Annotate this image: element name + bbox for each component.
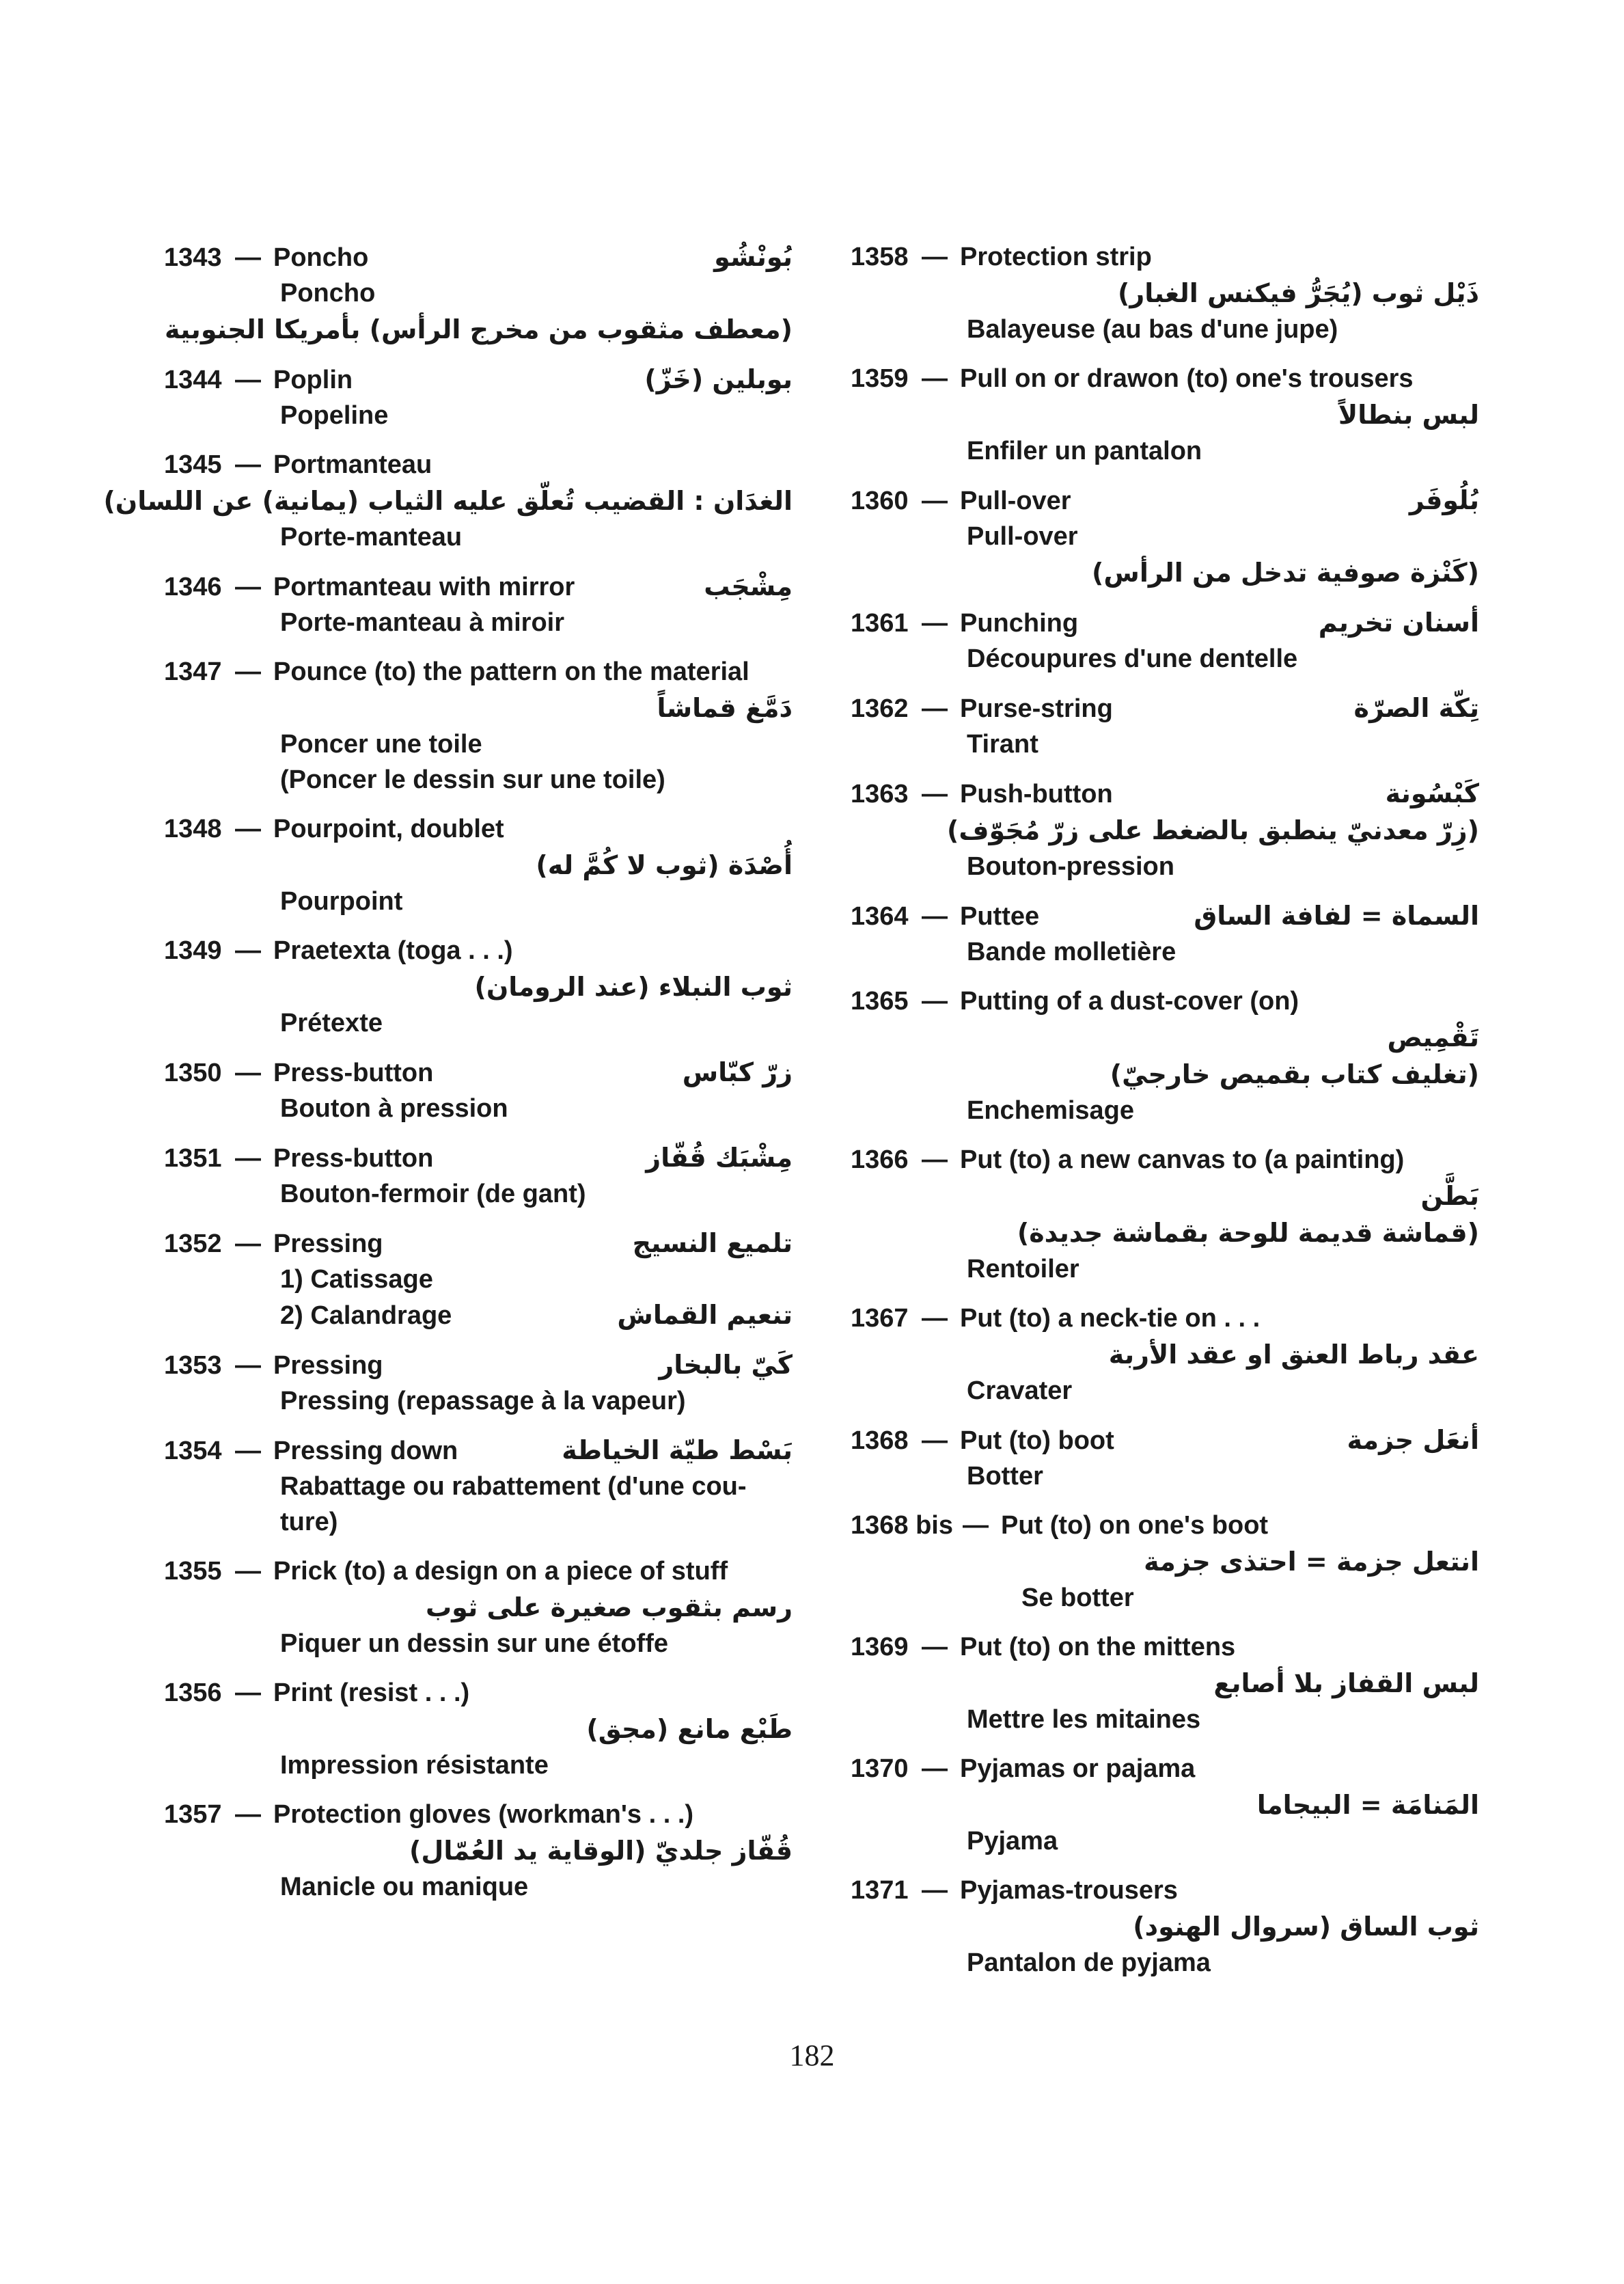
entry-dash: — <box>922 1754 948 1783</box>
entry-french-line <box>851 1251 1479 1287</box>
entry-headline <box>851 239 1479 275</box>
entry-french-line <box>851 312 1479 347</box>
entry-french-line <box>164 1748 793 1783</box>
entry-dash: — <box>235 1059 261 1087</box>
entry-arabic-line: ذَيْل ثوب (يُجَرُّ فيكنس الغبار) <box>1117 278 1479 308</box>
entry-dash: — <box>235 657 261 686</box>
entry-english: Praetexta (toga . . .) <box>273 936 513 965</box>
dictionary-entry <box>851 361 1479 469</box>
entry-arabic: تنعيم القماش <box>617 1300 793 1330</box>
entry-number: 1371 <box>851 1876 909 1905</box>
entry-headline <box>851 482 1479 519</box>
entry-dash: — <box>922 364 948 393</box>
entry-number: 1345 <box>164 450 222 479</box>
entry-dash: — <box>963 1511 989 1540</box>
entry-english: Put (to) on one's boot <box>1001 1511 1269 1540</box>
entry-headline <box>851 605 1479 641</box>
entry-arabic: تلميع النسيج <box>632 1228 793 1258</box>
entry-french: Rentoiler <box>967 1255 1079 1283</box>
dictionary-entry <box>164 569 793 640</box>
entry-french-line <box>851 726 1479 762</box>
entry-english: Puttee <box>960 902 1040 931</box>
entry-headline <box>164 1140 793 1176</box>
entry-headline <box>851 1629 1479 1665</box>
dictionary-entry <box>851 898 1479 970</box>
entry-french-line <box>851 1823 1479 1859</box>
entry-headline <box>851 1422 1479 1458</box>
entry-dash: — <box>922 487 948 515</box>
entry-headline <box>851 1301 1479 1336</box>
entry-arabic: بُلُوفَر <box>1409 485 1479 515</box>
entry-french-line <box>164 1005 793 1041</box>
entry-number: 1370 <box>851 1754 909 1783</box>
entry-dash: — <box>922 609 948 638</box>
dictionary-entry <box>851 1422 1479 1494</box>
entry-headline <box>851 1142 1479 1178</box>
entry-french: Cravater <box>967 1376 1073 1405</box>
entry-number: 1360 <box>851 487 909 515</box>
dictionary-entry <box>851 1629 1479 1737</box>
entry-french: Pull-over <box>967 522 1078 551</box>
entry-english: Poncho <box>273 243 369 272</box>
entry-arabic: بُونْشُو <box>714 242 793 272</box>
entry-number: 1350 <box>164 1059 222 1087</box>
entry-arabic-note: (قماشة قديمة للوحة بقماشة جديدة) <box>1017 1218 1479 1248</box>
entry-arabic-line: الغدَان : القضيب تُعلّق عليه الثياب (يمانية) عن اللسان) <box>103 486 793 516</box>
entry-dash: — <box>235 1229 261 1258</box>
entry-english: Pourpoint, doublet <box>273 815 504 843</box>
entry-number: 1364 <box>851 902 909 931</box>
dictionary-entry <box>164 933 793 1041</box>
entry-number: 1366 <box>851 1145 909 1174</box>
dictionary-entry <box>164 1055 793 1126</box>
left-column <box>103 239 793 1918</box>
entry-arabic-line: بَطَّن <box>1420 1181 1479 1211</box>
entry-number: 1368 bis <box>851 1511 953 1540</box>
entry-english: Punching <box>960 609 1079 638</box>
entry-french-line <box>851 433 1479 469</box>
entry-arabic: كَبْسُونة <box>1385 778 1479 808</box>
entry-french-line <box>164 1091 793 1126</box>
entry-french-line <box>851 1945 1479 1981</box>
entry-english: Pull on or drawon (to) one's trousers <box>960 364 1414 393</box>
entry-arabic-line: طَبْع مانع (مجق) <box>586 1714 793 1744</box>
entry-french-line <box>164 884 793 919</box>
entry-english: Pull-over <box>960 487 1071 515</box>
entry-number: 1359 <box>851 364 909 393</box>
entry-arabic-line: لبس القفاز بلا أصابع <box>1213 1668 1479 1698</box>
entry-french-line <box>851 641 1479 677</box>
entry-french-line <box>164 605 793 640</box>
entry-dash: — <box>922 1426 948 1455</box>
entry-french: (Poncer le dessin sur une toile) <box>280 765 665 794</box>
entry-headline <box>164 1055 793 1091</box>
entry-arabic-line: (زِرّ معدنيّ ينطبق بالضغط على زرّ مُجَوّف) <box>947 815 1479 845</box>
entry-number: 1352 <box>164 1229 222 1258</box>
entry-headline <box>164 1675 793 1711</box>
entry-arabic-note: (تغليف كتاب بقميص خارجيّ) <box>1110 1059 1479 1089</box>
entry-dash: — <box>235 1437 261 1465</box>
entry-french: Manicle ou manique <box>280 1873 529 1901</box>
entry-number: 1343 <box>164 243 222 272</box>
entry-dash: — <box>922 1876 948 1905</box>
dictionary-entry <box>164 1797 793 1905</box>
entry-english: Pounce (to) the pattern on the material <box>273 657 749 686</box>
entry-english: Press-button <box>273 1144 434 1173</box>
entry-english: Pyjamas-trousers <box>960 1876 1178 1905</box>
entry-french-line <box>851 934 1479 970</box>
entry-number: 1355 <box>164 1557 222 1586</box>
entry-dash: — <box>235 573 261 601</box>
dictionary-entry <box>851 983 1479 1128</box>
entry-headline <box>851 898 1479 934</box>
entry-number: 1369 <box>851 1633 909 1661</box>
entry-french: Porte-manteau <box>280 523 463 552</box>
entry-dash: — <box>922 694 948 723</box>
entry-headline <box>164 447 793 482</box>
entry-headline <box>164 362 793 398</box>
dictionary-entry <box>851 776 1479 884</box>
entry-french: Rabattage ou rabattement (d'une cou- <box>280 1472 747 1501</box>
entry-headline <box>851 361 1479 396</box>
entry-arabic-line: قُفّاز جلديّ (الوقاية يد العُمّال) <box>409 1836 793 1866</box>
entry-french: 1) Catissage <box>280 1265 433 1294</box>
entry-arabic-note: (معطف مثقوب من مخرج الرأس) بأمريكا الجنوبية <box>165 314 793 344</box>
dictionary-entry <box>164 239 793 348</box>
entry-arabic: مِشْبَك قُفّاز <box>646 1143 793 1173</box>
entry-french-line <box>164 1469 793 1504</box>
entry-english: Push-button <box>960 780 1113 808</box>
entry-number: 1353 <box>164 1351 222 1380</box>
entry-arabic-line: أُصْدَة (ثوب لا كُمَّ له) <box>536 850 793 880</box>
entry-french: Enchemisage <box>967 1096 1134 1125</box>
entry-dash: — <box>235 1557 261 1586</box>
entry-arabic-line: ثوب الساق (سروال الهنود) <box>1133 1912 1479 1942</box>
entry-french: Enfiler un pantalon <box>967 437 1202 465</box>
entry-french-line <box>164 1626 793 1661</box>
entry-english: Pressing down <box>273 1437 458 1465</box>
entry-french-line <box>851 1373 1479 1409</box>
entry-arabic-line: المَنامَة = البيجاما <box>1256 1790 1479 1820</box>
entry-headline <box>164 239 793 275</box>
entry-french: Botter <box>967 1462 1043 1491</box>
entry-headline <box>164 1797 793 1832</box>
entry-dash: — <box>235 936 261 965</box>
entry-french: Bouton-fermoir (de gant) <box>280 1180 586 1208</box>
entry-french-line <box>164 1383 793 1419</box>
entry-number: 1349 <box>164 936 222 965</box>
entry-french-line <box>851 1458 1479 1494</box>
entry-french: Pantalon de pyjama <box>967 1948 1211 1977</box>
dictionary-entry <box>851 1873 1479 1981</box>
entry-dash: — <box>235 243 261 272</box>
entry-french: Impression résistante <box>280 1751 549 1780</box>
entry-arabic: مِشْجَب <box>704 571 793 601</box>
entry-dash: — <box>235 1800 261 1829</box>
entry-french-line <box>164 398 793 433</box>
entry-french: Poncho <box>280 279 376 308</box>
dictionary-entry <box>164 1225 793 1333</box>
entry-arabic: زرّ كبّاس <box>682 1057 793 1087</box>
entry-arabic: السماة = لفافة الساق <box>1194 901 1479 931</box>
entry-french-line <box>851 519 1479 554</box>
entry-dash: — <box>922 1633 948 1661</box>
entry-number: 1367 <box>851 1304 909 1333</box>
entry-english: Protection strip <box>960 243 1152 271</box>
entry-number: 1362 <box>851 694 909 723</box>
entry-english: Portmanteau with mirror <box>273 573 575 601</box>
entry-french-line <box>164 1176 793 1212</box>
entry-number: 1361 <box>851 609 909 638</box>
entry-dash: — <box>922 1145 948 1174</box>
entry-arabic-line: تَقْمِيص <box>1387 1022 1479 1052</box>
entry-dash: — <box>235 1678 261 1707</box>
entry-headline <box>164 933 793 968</box>
entry-number: 1363 <box>851 780 909 808</box>
entry-french: Tirant <box>967 730 1038 759</box>
entry-english: Putting of a dust-cover (on) <box>960 987 1299 1016</box>
dictionary-entry <box>851 1301 1479 1409</box>
entry-headline <box>851 1873 1479 1908</box>
entry-french-line <box>164 1262 793 1297</box>
entry-english: Put (to) boot <box>960 1426 1114 1455</box>
entry-french-line <box>851 1093 1479 1128</box>
entry-number: 1365 <box>851 987 909 1016</box>
entry-english: Print (resist . . .) <box>273 1678 470 1707</box>
dictionary-entry <box>164 1140 793 1212</box>
entry-dash: — <box>235 1351 261 1380</box>
dictionary-entry <box>164 1675 793 1783</box>
entry-french: ture) <box>280 1508 338 1536</box>
entry-french: Découpures d'une dentelle <box>967 644 1298 673</box>
dictionary-entry <box>164 811 793 919</box>
entry-number: 1346 <box>164 573 222 601</box>
entry-english: Portmanteau <box>273 450 432 479</box>
entry-french: Poncer une toile <box>280 730 482 759</box>
entry-headline <box>164 1347 793 1383</box>
entry-english: Pressing <box>273 1351 383 1380</box>
entry-french: 2) Calandrage <box>280 1301 452 1330</box>
dictionary-entry <box>103 447 793 555</box>
entry-english: Pyjamas or pajama <box>960 1754 1196 1783</box>
dictionary-entry <box>851 1508 1479 1616</box>
entry-french-line <box>164 275 793 311</box>
entry-headline <box>851 776 1479 812</box>
dictionary-entry <box>164 1553 793 1661</box>
entry-arabic-line: لبس بنطالاً <box>1338 400 1479 430</box>
entry-arabic-line: انتعل جزمة = احتذى جزمة <box>1144 1547 1479 1577</box>
entry-headline <box>164 569 793 605</box>
entry-french: Prétexte <box>280 1009 383 1037</box>
entry-french-line <box>164 1297 793 1333</box>
entry-french-line <box>851 1580 1479 1616</box>
entry-headline <box>851 1751 1479 1786</box>
entry-arabic: بَسْط طيّة الخياطة <box>562 1435 793 1465</box>
right-column <box>851 239 1479 1994</box>
entry-french: Se botter <box>1021 1583 1134 1612</box>
entry-french-line <box>164 1504 793 1540</box>
entry-french: Piquer un dessin sur une étoffe <box>280 1629 668 1658</box>
entry-dash: — <box>235 815 261 843</box>
dictionary-entry <box>164 362 793 433</box>
entry-arabic-line: عقد رباط العنق او عقد الأربة <box>1108 1340 1479 1370</box>
entry-french: Bouton à pression <box>280 1094 508 1123</box>
entry-french-line <box>164 519 793 555</box>
entry-french: Bouton-pression <box>967 852 1174 881</box>
entry-arabic: كَيّ بالبخار <box>659 1350 793 1380</box>
entry-french-line <box>164 762 793 798</box>
entry-english: Prick (to) a design on a piece of stuff <box>273 1557 728 1586</box>
dictionary-entry <box>851 690 1479 762</box>
entry-arabic: بوبلين (خَزّ) <box>644 364 793 394</box>
entry-headline <box>164 1225 793 1262</box>
entry-dash: — <box>922 1304 948 1333</box>
entry-english: Poplin <box>273 366 353 394</box>
entry-english: Put (to) a neck-tie on . . . <box>960 1304 1261 1333</box>
entry-number: 1344 <box>164 366 222 394</box>
entry-number: 1368 <box>851 1426 909 1455</box>
dictionary-entry <box>164 654 793 798</box>
entry-dash: — <box>235 366 261 394</box>
dictionary-entry <box>164 1347 793 1419</box>
entry-french: Pourpoint <box>280 887 403 916</box>
entry-arabic: أسنان تخريم <box>1318 608 1479 638</box>
entry-arabic: تِكّة الصرّة <box>1353 693 1479 723</box>
entry-number: 1348 <box>164 815 222 843</box>
dictionary-entry <box>851 1751 1479 1859</box>
entry-french: Mettre les mitaines <box>967 1705 1201 1734</box>
entry-arabic: أنعَل جزمة <box>1347 1425 1479 1455</box>
entry-english: Purse-string <box>960 694 1113 723</box>
dictionary-entry <box>164 1432 793 1540</box>
entry-headline <box>851 983 1479 1019</box>
entry-french: Pyjama <box>967 1827 1058 1855</box>
entry-french-line <box>164 1869 793 1905</box>
entry-number: 1354 <box>164 1437 222 1465</box>
entry-arabic-note: (كَنْزة صوفية تدخل من الرأس) <box>1092 558 1479 588</box>
entry-headline <box>164 811 793 847</box>
entry-arabic-line: دَمَّغ قماشاً <box>657 693 793 723</box>
entry-dash: — <box>922 243 948 271</box>
entry-english: Put (to) a new canvas to (a painting) <box>960 1145 1405 1174</box>
dictionary-entry <box>851 605 1479 677</box>
entry-dash: — <box>235 450 261 479</box>
entry-french: Popeline <box>280 401 389 430</box>
entry-number: 1347 <box>164 657 222 686</box>
dictionary-entry <box>851 239 1479 347</box>
entry-english: Put (to) on the mittens <box>960 1633 1236 1661</box>
entry-arabic-line: رسم بثقوب صغيرة على ثوب <box>425 1592 793 1622</box>
entry-french: Bande molletière <box>967 938 1176 966</box>
entry-headline <box>851 690 1479 726</box>
page-number: 182 <box>789 2039 835 2072</box>
entry-french-line <box>851 849 1479 884</box>
entry-number: 1351 <box>164 1144 222 1173</box>
entry-french-line <box>851 1702 1479 1737</box>
entry-dash: — <box>235 1144 261 1173</box>
entry-headline <box>164 1553 793 1589</box>
entry-english: Press-button <box>273 1059 434 1087</box>
entry-english: Pressing <box>273 1229 383 1258</box>
entry-french: Pressing (repassage à la vapeur) <box>280 1387 686 1415</box>
entry-french: Porte-manteau à miroir <box>280 608 564 637</box>
entry-english: Protection gloves (workman's . . .) <box>273 1800 694 1829</box>
entry-french-line <box>164 726 793 762</box>
dictionary-entry <box>851 1142 1479 1287</box>
entry-dash: — <box>922 780 948 808</box>
entry-headline <box>164 654 793 690</box>
entry-arabic-line: ثوب النبلاء (عند الرومان) <box>474 972 793 1002</box>
entry-number: 1357 <box>164 1800 222 1829</box>
entry-number: 1358 <box>851 243 909 271</box>
entry-headline <box>851 1508 1479 1543</box>
entry-dash: — <box>922 902 948 931</box>
dictionary-entry <box>851 482 1479 591</box>
entry-number: 1356 <box>164 1678 222 1707</box>
entry-french: Balayeuse (au bas d'une jupe) <box>967 315 1338 344</box>
entry-dash: — <box>922 987 948 1016</box>
entry-headline <box>164 1432 793 1469</box>
